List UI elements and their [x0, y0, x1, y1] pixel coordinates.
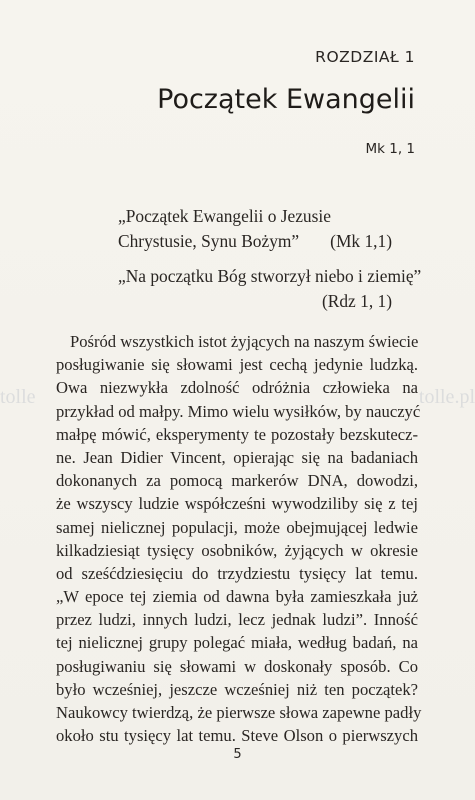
chapter-title: Początek Ewangelii: [157, 84, 415, 115]
watermark-left: tolle: [0, 386, 36, 408]
epigraph-1-citation: (Mk 1,1): [330, 231, 392, 251]
body-line: „W epoce tej ziemia od dawna była zamieszkała już: [56, 587, 418, 607]
epigraph-2: [118, 264, 422, 314]
epigraph-1-line-2: [118, 229, 392, 254]
body-line: Owa niezwykła zdolność odróżnia człowieka na: [56, 378, 418, 398]
epigraph-1-line-2-text: Chrystusie, Synu Bożym”: [118, 231, 300, 251]
body-line: od sześćdziesięciu do trzydziestu tysięcy lat temu.: [56, 563, 418, 583]
epigraph-2-line-1: „Na początku Bóg stworzył niebo i ziemię”: [118, 266, 422, 286]
body-line: Pośród wszystkich istot żyjących na naszym świecie: [70, 332, 419, 351]
body-line: samej nielicznej populacji, może obejmującej ledwie: [56, 517, 418, 537]
body-line: że wszyscy ludzie współcześni wywodziliby się z tej: [56, 494, 418, 514]
chapter-label: ROZDZIAŁ 1: [315, 48, 415, 66]
body-paragraph: [56, 330, 422, 747]
body-line: posługiwaniu się słowami w doskonały sposób. Co: [56, 656, 418, 676]
epigraph-1: [118, 204, 392, 254]
body-line: przykład od małpy. Mimo wielu wysiłków, by nauczyć: [56, 401, 421, 421]
body-line: tej nielicznej grupy polegać miała, według badań, na: [56, 633, 418, 653]
body-line: było wcześniej, jeszcze wcześniej niż ten początek?: [56, 679, 418, 699]
watermark-right: tolle.pl: [418, 386, 475, 408]
body-line: Naukowcy twierdzą, że pierwsze słowa zapewne padły: [56, 703, 422, 722]
body-line: przez ludzi, innych ludzi, lecz jednak ludzi”. Inność: [56, 610, 418, 630]
epigraph-1-line-1: „Początek Ewangelii o Jezusie: [118, 206, 331, 226]
body-line: kilkadziesiąt tysięcy osobników, żyjących w okresie: [56, 540, 418, 560]
body-line: około stu tysięcy lat temu. Steve Olson o pierwszych: [56, 726, 418, 746]
body-line: małpę mówić, eksperymenty te pozostały bezskutecz-: [56, 424, 418, 444]
body-line: ne. Jean Didier Vincent, opierając się na badaniach: [56, 447, 418, 467]
body-line: dokonanych za pomocą markerów DNA, dowodzi,: [56, 471, 418, 491]
epigraph-2-citation: (Rdz 1, 1): [321, 291, 392, 311]
body-line: posługiwanie się słowami jest cechą jedynie ludzką.: [56, 355, 418, 375]
chapter-reference: Mk 1, 1: [365, 141, 415, 157]
page-number: 5: [233, 747, 242, 762]
